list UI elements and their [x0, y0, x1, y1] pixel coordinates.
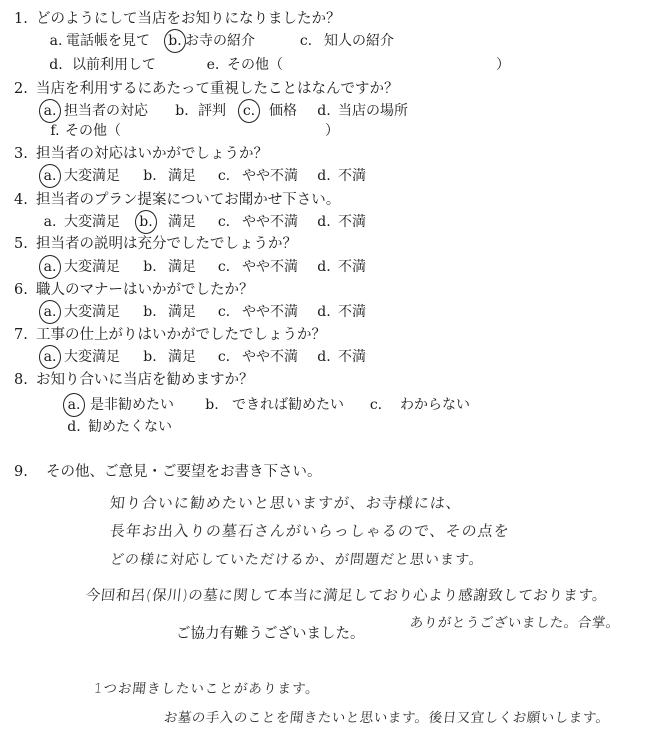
option-3a[interactable]: a. 大変満足 — [40, 167, 120, 185]
option-3b[interactable]: b. 満足 — [143, 168, 196, 184]
circle-mark: c. — [239, 102, 259, 120]
option-7b[interactable]: b. 満足 — [143, 349, 196, 365]
circle-mark: b. — [136, 213, 156, 231]
option-6c[interactable]: c. やや不満 — [217, 304, 298, 320]
option-6b[interactable]: b. 満足 — [143, 304, 196, 320]
option-4d[interactable]: d. 不満 — [317, 214, 366, 230]
option-7d[interactable]: d. 不満 — [317, 349, 366, 365]
handwritten-line: 長年お出入りの墓石さんがいらっしゃるので、その点を — [109, 522, 511, 540]
option-8d[interactable]: d. 勧めたくない — [67, 419, 172, 435]
thanks-message: ご協力有難うございました。 — [176, 626, 365, 642]
option-4a[interactable]: a. 大変満足 — [43, 214, 120, 230]
question-2: 2. 当店を利用するにあたって重視したことはなんですか？ — [14, 81, 399, 97]
option-7c[interactable]: c. やや不満 — [217, 349, 298, 365]
question-1: 1. どのようにして当店をお知りになりましたか？ — [14, 11, 341, 27]
option-5a[interactable]: a. 大変満足 — [40, 258, 120, 276]
option-5b[interactable]: b. 満足 — [143, 259, 196, 275]
option-3d[interactable]: d. 不満 — [317, 168, 366, 184]
question-3: 3. 担当者の対応はいかがでしょうか？ — [14, 146, 268, 162]
option-2c[interactable]: c. 価格 — [239, 102, 297, 120]
option-1c[interactable]: c. 知人の紹介 — [299, 33, 394, 49]
option-1e-close: ） — [496, 57, 510, 73]
option-3c[interactable]: c. やや不満 — [217, 168, 298, 184]
option-1b[interactable]: b. お寺の紹介 — [165, 32, 255, 50]
option-1d[interactable]: d. 以前利用して — [49, 57, 156, 73]
question-6: 6. 職人のマナーはいかがでしたか？ — [14, 282, 254, 298]
option-4b[interactable]: b. 満足 — [136, 213, 196, 231]
question-8: 8. お知り合いに当店を勧めますか？ — [14, 372, 254, 388]
circle-mark: a. — [64, 396, 84, 414]
option-4c[interactable]: c. やや不満 — [217, 214, 298, 230]
circle-mark: a. — [40, 167, 60, 185]
handwritten-line: 知り合いに勧めたいと思いますが、お寺様には、 — [109, 494, 463, 512]
circle-mark: a. — [40, 258, 60, 276]
option-2f[interactable]: f. その他（ — [50, 123, 121, 139]
option-8c[interactable]: c. わからない — [369, 397, 470, 413]
question-5: 5. 担当者の説明は充分でしたでしょうか？ — [14, 236, 297, 252]
handwritten-line: 1つお聞きしたいことがあります。 — [92, 681, 321, 697]
circle-mark: b. — [165, 32, 185, 50]
handwritten-line: お墓の手入のことを聞きたいと思います。後日又宜しくお願いします。 — [162, 710, 611, 726]
option-2f-close: ） — [325, 123, 339, 139]
option-2b[interactable]: b. 評判 — [175, 103, 226, 119]
question-7: 7. 工事の仕上がりはいかがでしたでしょうか？ — [14, 327, 326, 343]
circle-mark: a. — [40, 348, 60, 366]
option-1e[interactable]: e. その他（ — [206, 57, 283, 73]
question-4: 4. 担当者のプラン提案についてお聞かせ下さい。 — [14, 192, 341, 208]
option-1a[interactable]: a. 電話帳を見て — [49, 33, 150, 49]
option-2d[interactable]: d. 当店の場所 — [317, 103, 408, 119]
option-8b[interactable]: b. できれば勧めたい — [205, 397, 344, 413]
option-5d[interactable]: d. 不満 — [317, 259, 366, 275]
option-8a[interactable]: a. 是非勧めたい — [64, 396, 174, 414]
circle-mark: a. — [40, 102, 60, 120]
option-6a[interactable]: a. 大変満足 — [40, 303, 120, 321]
handwritten-line: どの様に対応していただけるか、が問題だと思います。 — [109, 552, 485, 568]
handwritten-line: 今回和呂(保川)の墓に関して本当に満足しており心より感謝致しております。 — [85, 588, 608, 604]
handwritten-line: ありがとうございました。合掌。 — [408, 615, 621, 631]
question-9: 9. その他、ご意見・ご要望をお書き下さい。 — [14, 464, 322, 480]
option-6d[interactable]: d. 不満 — [317, 304, 366, 320]
option-2a[interactable]: a. 担当者の対応 — [40, 102, 148, 120]
option-5c[interactable]: c. やや不満 — [217, 259, 298, 275]
circle-mark: a. — [40, 303, 60, 321]
option-7a[interactable]: a. 大変満足 — [40, 348, 120, 366]
